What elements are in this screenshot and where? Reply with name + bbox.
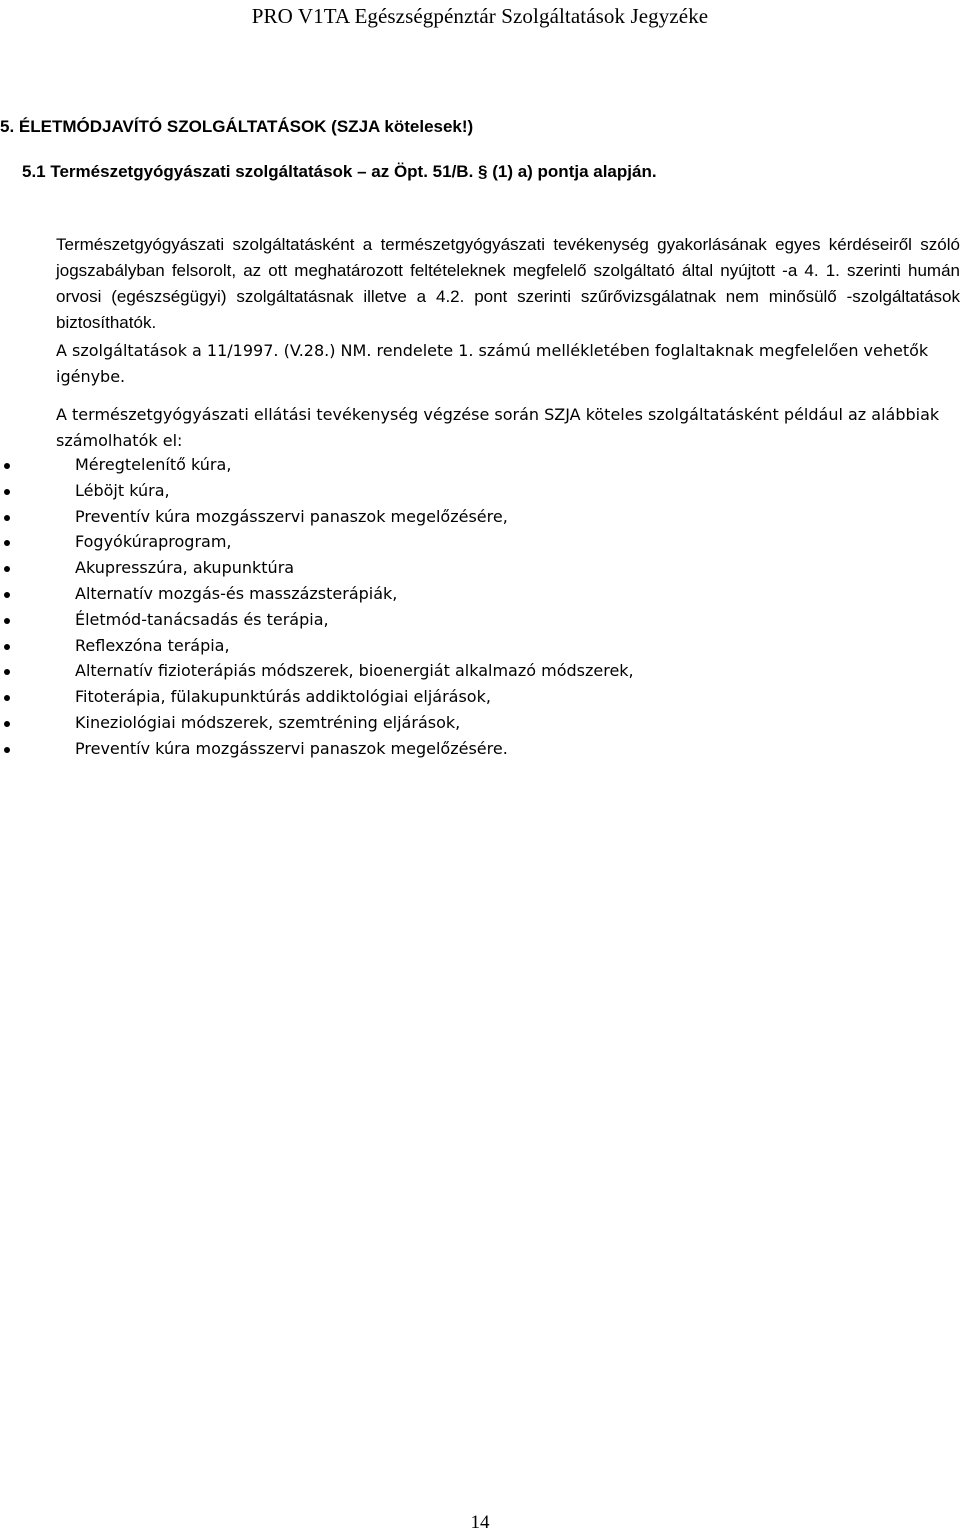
list-item-text: Kineziológiai módszerek, szemtréning eljárások, [75, 712, 461, 732]
bullet-icon [4, 644, 10, 650]
bullet-icon [4, 489, 10, 495]
bullet-icon [4, 618, 10, 624]
bullet-icon [4, 695, 10, 701]
list-item-text: Életmód-tanácsadás és terápia, [75, 609, 329, 629]
list-item-text: Alternatív fizioterápiás módszerek, bioenergiát alkalmazó módszerek, [75, 661, 634, 681]
bullet-icon [4, 566, 10, 572]
list-item-text: Alternatív mozgás-és masszázsterápiák, [75, 583, 398, 603]
list-item-text: Akupresszúra, akupunktúra [75, 558, 295, 578]
bullet-icon [4, 515, 10, 521]
examples-intro-paragraph: A természetgyógyászati ellátási tevékenység végzése során SZJA köteles szolgáltatásként például az alábbiak számolhatók el: [56, 405, 940, 450]
list-item-text: Fitoterápia, fülakupunktúrás addiktológiai eljárások, [75, 687, 491, 707]
regulation-paragraph: A szolgáltatások a 11/1997. (V.28.) NM. rendelete 1. számú mellékletében foglaltaknak megfelelően vehetők igénybe. [56, 341, 929, 386]
bullet-icon [4, 592, 10, 598]
list-item-text: Reflexzóna terápia, [75, 635, 230, 655]
list-item-text: Preventív kúra mozgásszervi panaszok megelőzésére, [75, 506, 508, 526]
running-header: PRO V1TA Egészségpénztár Szolgáltatások Jegyzéke [251, 4, 709, 28]
intro-paragraph: Természetgyógyászati szolgáltatásként a természetgyógyászati tevékenység gyakorlásának egyes kérdéseiről szóló jogszabályban felsorolt, az ott meghatározott feltételeknek megfelelő szolgáltató által nyújtott -a 4. 1. szerinti humán orvosi (egészségügyi) szolgáltatásnak illetve a 4.2. pont szerinti szűrővizsgálatnak nem minősülő -szolgáltatások biztosíthatók. [56, 235, 960, 332]
subsection-heading: 5.1 Természetgyógyászati szolgáltatások – az Öpt. 51/B. § (1) a) pontja alapján. [22, 162, 657, 181]
section-heading: 5. ÉLETMÓDJAVÍTÓ SZOLGÁLTATÁSOK (SZJA kötelesek!) [0, 117, 474, 136]
bullet-icon [4, 669, 10, 675]
bullet-icon [4, 721, 10, 727]
list-item-text: Preventív kúra mozgásszervi panaszok megelőzésére. [75, 738, 508, 758]
bullet-icon [4, 540, 10, 546]
list-item-text: Fogyókúraprogram, [75, 532, 232, 552]
list-item-text: Méregtelenítő kúra, [75, 455, 232, 474]
page-number: 14 [470, 1512, 490, 1533]
bullet-icon [4, 463, 10, 469]
list-item-text: Léböjt kúra, [75, 480, 170, 500]
bullet-icon [4, 747, 10, 753]
